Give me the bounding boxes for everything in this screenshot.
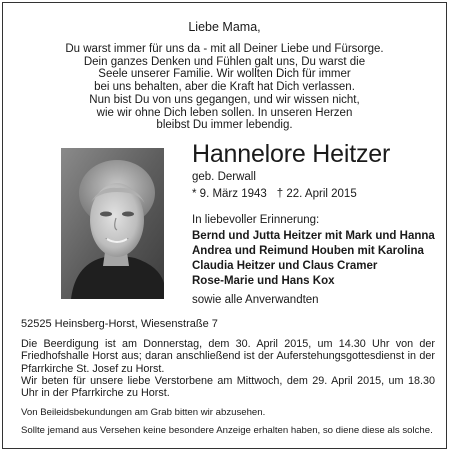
poem (3, 19, 446, 132)
poem-line: bei uns behalten, aber die Kraft hat Dich verlassen. (94, 81, 355, 94)
poem-line: Seele unserer Familie. Wir wollten Dich für immer (98, 68, 351, 81)
family-address: 52525 Heinsberg-Horst, Wiesenstraße 7 (21, 318, 218, 330)
poem-line: bleibst Du immer lebendig. (156, 119, 293, 132)
mourner-family: Bernd und Jutta Heitzer mit Mark und Hanna (192, 230, 435, 242)
funeral-details: Die Beerdigung ist am Donnerstag, dem 30. April 2015, um 14.30 Uhr von der Friedhofshalle Horst aus; daran anschließend ist der Auferstehungsgottesdienst in der Pfarrkirche St. Josef zu Horst. (21, 338, 435, 375)
poem-greeting: Liebe Mama, (188, 20, 261, 34)
portrait-photo (61, 148, 164, 299)
condolence-note: Von Beileidsbekundungen am Grab bitten wir abzusehen. (21, 407, 266, 418)
life-dates (192, 187, 442, 201)
mourner-family: Claudia Heitzer und Claus Cramer (192, 260, 378, 272)
deceased-info (192, 140, 442, 307)
other-relatives: sowie alle Anverwandten (192, 294, 319, 306)
apology-note: Sollte jemand aus Versehen keine besondere Anzeige erhalten haben, so diene diese als solche. (21, 425, 433, 436)
poem-line: wie wir ohne Dich leben sollen. In unseren Herzen (96, 106, 353, 119)
mourners-intro: In liebevoller Erinnerung: (192, 214, 320, 226)
death-date: † 22. April 2015 (276, 188, 357, 200)
portrait-image (61, 148, 164, 299)
poem-line: Dein ganzes Denken und Fühlen galt uns, Du warst die (83, 55, 366, 68)
mourner-family: Rose-Marie und Hans Kox (192, 275, 335, 287)
poem-line: Nun bist Du von uns gegangen, und wir wissen nicht, (89, 93, 360, 106)
maiden-name: geb. Derwall (192, 171, 256, 183)
deceased-name: Hannelore Heitzer (192, 140, 391, 168)
mass-details: Wir beten für unsere liebe Verstorbene am Mittwoch, dem 29. April 2015, um 18.30 Uhr in der Pfarrkirche zu Horst. (21, 375, 435, 400)
birth-date: * 9. März 1943 (192, 188, 267, 200)
obituary-notice (2, 2, 447, 449)
mourner-family: Andrea und Reimund Houben mit Karolina (192, 245, 424, 257)
poem-line: Du warst immer für uns da - mit all Deiner Liebe und Fürsorge. (65, 43, 384, 55)
